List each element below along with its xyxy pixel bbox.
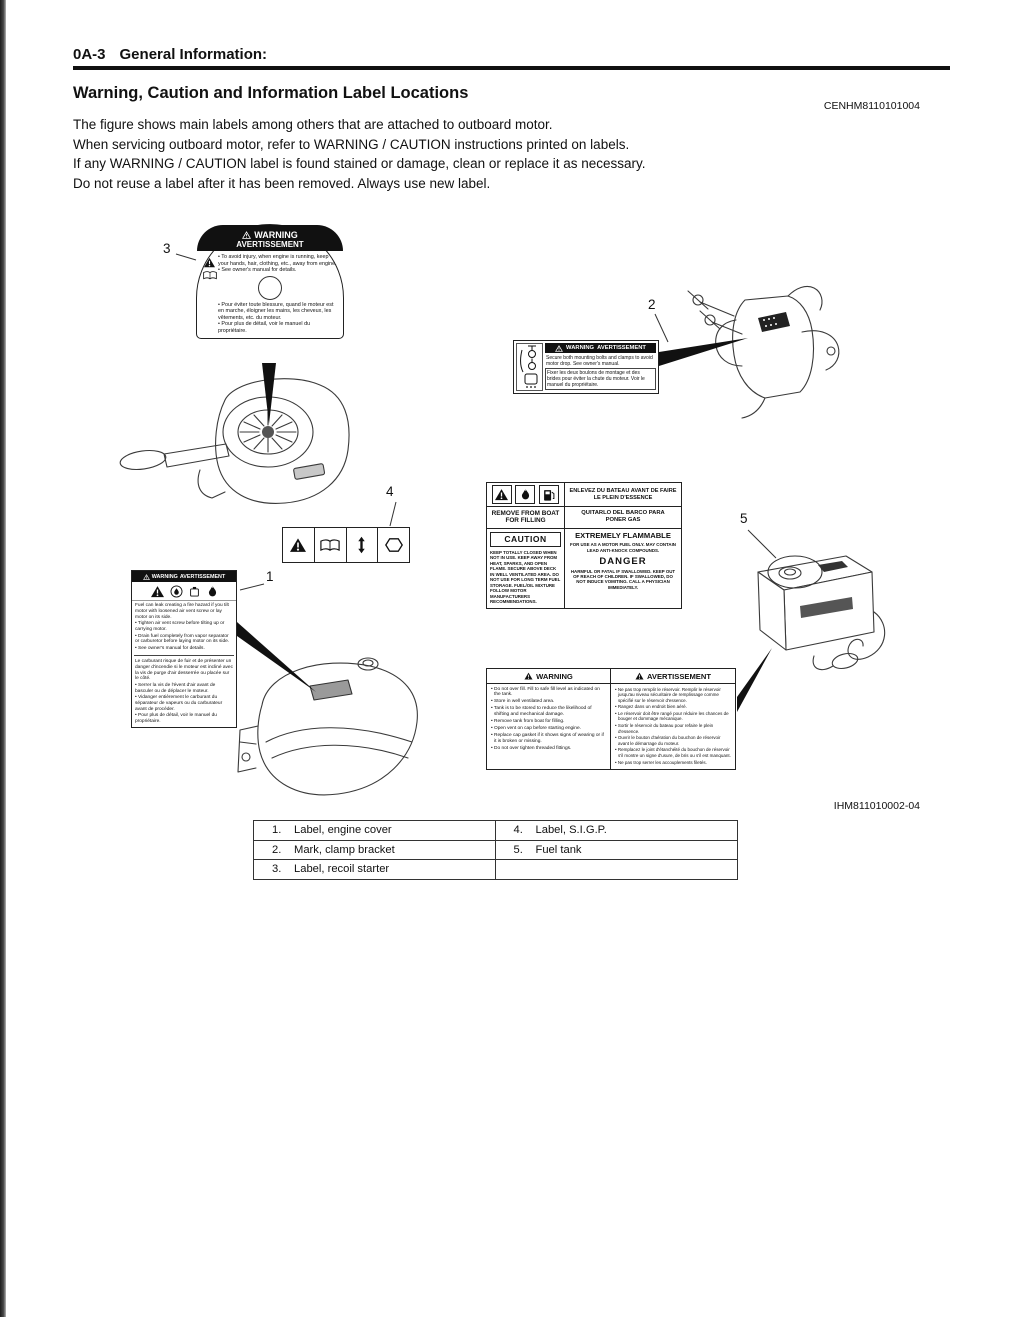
section-title: General Information: (119, 46, 268, 63)
sigp-spanish-heading: QUITARLO DEL BARCO PARA PONER GAS (581, 510, 665, 523)
label-clamp-text-fr: Fixer les deux boulons de montage et des brides pour éviter la chute du moteur. Voir le manuel du propriétaire. (545, 368, 656, 390)
label-clamp-bracket (513, 340, 659, 394)
warning-icon (524, 672, 533, 680)
warning-icon (203, 257, 216, 268)
label-divider (134, 655, 234, 656)
label-engine-cover-text-en: Fuel can leak creating a fire hazard if you tilt motor with loosened air vent screw or lay motor on its side. • Tighten air vent screw before tilting up or carrying motor. • Drain fuel completely from vapor separator or carburetor before laying motor on its side. • See owner's manual for details. (135, 603, 230, 651)
tank-warning-text-en: • Do not over fill. Fill to safe fill level as indicated on the tank. • Store in well ventilated area. • Tank is to be stored to reduce the likelihood of shifting and mechanical damage. • Remove tank from boat for filling. • Open vent on cap before starting engine. • Replace cap gasket if it shows signs of wearing or if it is broken or missing. • Do not over tighten threaded fittings. (491, 686, 604, 751)
callout-5: 5 (740, 511, 748, 526)
scan-edge-artifact (0, 0, 6, 1317)
callout-4: 4 (386, 484, 394, 499)
intro-paragraph (73, 115, 646, 193)
clamp-bracket-illustration (688, 286, 839, 418)
tank-warning-header-en: WARNING (487, 669, 610, 684)
document-code: CENHM8110101004 (823, 100, 920, 112)
recoil-starter-illustration (119, 379, 349, 504)
section-heading (73, 46, 267, 63)
header-rule (73, 66, 950, 70)
intro-line: When servicing outboard motor, refer to WARNING / CAUTION instructions printed on labels. (73, 136, 630, 152)
fuel-pump-icon (542, 488, 556, 502)
callout-1: 1 (266, 569, 274, 584)
warning-icon (555, 345, 563, 352)
hexagon-icon (385, 537, 403, 553)
callout-2: 2 (648, 297, 656, 312)
flammable-heading: EXTREMELY FLAMMABLE (575, 530, 671, 540)
warning-icon (143, 574, 150, 580)
danger-body: HARMFUL OR FATAL IF SWALLOWED. KEEP OUT OF REACH OF CHILDREN. IF SWALLOWED, DO NOT INDUCE VOMITING. CALL A PHYSICIAN IMMEDIATELY. (570, 568, 676, 590)
fuel-drop-icon (170, 585, 183, 598)
recoil-center-hole (258, 276, 282, 300)
sigp-french-heading: ENLEVEZ DU BATEAU AVANT DE FAIRE LE PLEIN D'ESSENCE (569, 487, 677, 501)
warning-icon (289, 537, 307, 553)
caution-heading: CAUTION (490, 532, 561, 547)
danger-heading: DANGER (599, 556, 647, 568)
intro-line: Do not reuse a label after it has been removed. Always use new label. (73, 175, 491, 191)
flame-icon (206, 585, 219, 598)
intro-line: The figure shows main labels among others that are attached to outboard motor. (73, 117, 553, 132)
label-engine-cover-icons (132, 582, 236, 601)
label-icon-strip (282, 527, 410, 563)
page-title: Warning, Caution and Information Label Locations (73, 84, 469, 102)
label-engine-cover-header: WARNING AVERTISSEMENT (132, 571, 236, 582)
warning-word: WARNING (254, 230, 298, 240)
label-recoil-header (197, 225, 343, 251)
engine-cover-illustration (238, 658, 417, 795)
sigp-english-heading: REMOVE FROM BOAT FOR FILLING (487, 507, 565, 528)
owners-manual-book-icon (320, 539, 340, 552)
label-clamp-text-en: Secure both mounting bolts and clamps to avoid motor drop. See owner's manual. (546, 354, 653, 367)
section-code: 0A-3 (73, 46, 106, 63)
parts-legend-table (253, 820, 738, 880)
tank-warning-header-fr: AVERTISSEMENT (611, 669, 735, 684)
tank-warning-text-fr: • Ne pas trop remplir le réservoir. Remplir le réservoir jusqu'au niveau sécuritaire de remplissage comme spécifié sur le réservoir d'essence. • Rangez dans un endroit bien aéré. • Le réservoir doit être rangé pour réduire les chances de bouger et dommage mécanique. • Sortir le réservoir du bateau pour refaire le plein d'essence. • Ouvrir le bouton d'aération du bouchon de réservoir avant le démarrage du moteur. • Remplacez le joint d'étanchéité du bouchon de réservoir s'il montre un signe d'usure, de bris ou s'il est manquant. • Ne pas trop serrer les accouplements filetés. (615, 686, 731, 765)
warning-icon (150, 585, 165, 598)
table-row: 3. Label, recoil starter (254, 859, 737, 879)
table-row: 1. Label, engine cover 4. Label, S.I.G.P. (254, 821, 737, 840)
label-recoil-text: • To avoid injury, when engine is running, keep your hands, hair, clothing, etc., away from engine. • See owner's manual for details. • Pour éviter toute blessure, quand le moteur est en marche, éloigner les mains, les cheveux, les vêtements, etc. du moteur. • Pour plus de détail, voir le manuel du propriétaire. (218, 254, 337, 334)
flame-icon (519, 488, 532, 501)
label-recoil-starter (196, 224, 344, 339)
label-sigp (486, 482, 682, 609)
fuel-tank-illustration (758, 556, 885, 671)
caution-body: KEEP TOTALLY CLOSED WHEN NOT IN USE. KEEP AWAY FROM HEAT, SPARKS, AND OPEN FLAME. SECURE ABOVE DECK IN WELL VENTILATED AREA. DO NOT USE FOR LONG TERM FUEL STORAGE. FUEL/OIL MIXTURE FOLLOW MOTOR MANUFACTURERS RECOMMENDATIONS. (490, 549, 561, 605)
warning-icon (635, 672, 644, 680)
sigp-pictograms (487, 483, 565, 506)
label-clamp-header: WARNING AVERTISSEMENT (545, 343, 656, 353)
callout-3: 3 (163, 241, 171, 256)
warning-icon (494, 488, 509, 501)
owners-manual-book-icon (203, 271, 217, 280)
warning-icon (242, 231, 251, 239)
flammable-body: FOR USE AS A MOTOR FUEL ONLY. MAY CONTAIN LEAD ANTI-KNOCK COMPOUNDS. (570, 542, 676, 553)
label-engine-cover (131, 570, 237, 728)
label-engine-cover-text-fr: Le carburant risque de fuir et de présenter un danger d'incendie si le moteur est incliné avec la vis de purge d'air desserrée ou placée sur le côté. • Serrer la vis de l'évent d'air avant de basculer ou de déplacer le moteur. • Vidanger entièrement le carburant du séparateur de vapeurs ou du carburateur avant de procéder. • Pour plus de détail, voir le manuel du propriétaire. (135, 658, 233, 725)
fuel-can-icon (188, 585, 201, 598)
clamp-mini-diagram (516, 343, 543, 391)
avertissement-word: AVERTISSEMENT (236, 240, 304, 249)
label-fuel-tank-warning (486, 668, 736, 770)
up-down-arrow-icon (357, 536, 366, 554)
table-row: 2. Mark, clamp bracket 5. Fuel tank (254, 840, 737, 860)
figure-code: IHM811010002-04 (833, 800, 920, 812)
intro-line: If any WARNING / CAUTION label is found stained or damage, clean or replace it as necessary. (73, 156, 646, 171)
